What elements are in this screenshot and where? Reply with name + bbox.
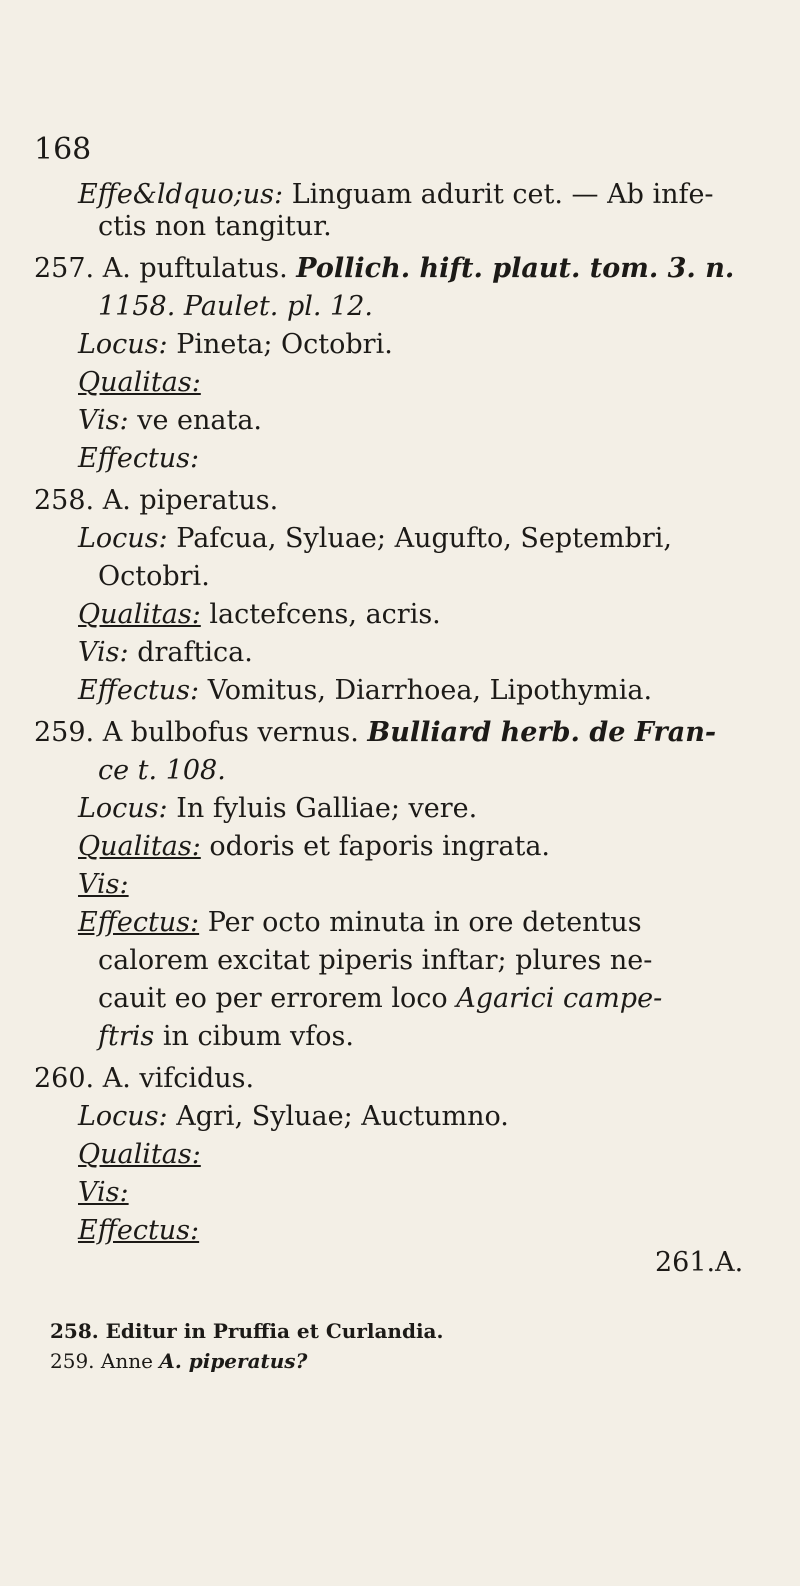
body-line — [98, 754, 226, 788]
body-text: ce t. 108. — [98, 755, 226, 786]
body-text: In fyluis Galliae; vere. — [167, 793, 478, 824]
body-text: Qualitas: — [78, 599, 201, 630]
body-text: Agarici campe- — [456, 983, 663, 1014]
body-line — [78, 442, 199, 476]
body-text: 261.A. — [655, 1247, 744, 1278]
body-text: Locus: — [78, 1101, 168, 1132]
body-text: Locus: — [78, 329, 168, 360]
body-line — [98, 290, 373, 324]
body-line — [98, 982, 662, 1016]
body-text: Qualitas: — [78, 1139, 201, 1170]
body-text: odoris et faporis ingrata. — [200, 831, 551, 862]
body-text: ctis non tangitur. — [98, 211, 332, 242]
body-text: Effectus: — [78, 907, 200, 938]
footnote-line — [50, 1318, 443, 1344]
body-line — [98, 944, 652, 978]
body-text: Vis: — [78, 637, 129, 668]
body-line — [78, 404, 262, 438]
body-text: calorem excitat piperis inftar; plures ne- — [98, 945, 653, 976]
body-line — [78, 1100, 509, 1134]
body-text: Qualitas: — [78, 367, 201, 398]
body-line — [78, 1176, 129, 1210]
body-text: Effectus: — [78, 1215, 200, 1246]
body-text: Pafcua, Syluae; Augufto, Septembri, — [167, 523, 673, 554]
body-line — [655, 1246, 743, 1280]
body-line — [34, 1062, 254, 1096]
footnote-text: 258. Editur in Pruffia et Curlandia. — [50, 1319, 444, 1343]
body-line — [98, 210, 332, 244]
body-line — [78, 366, 201, 400]
body-text: Vomitus, Diarrhoea, Lipothymia. — [199, 675, 653, 706]
footnote-text: 259. Anne — [50, 1349, 160, 1373]
body-text: ve enata. — [128, 405, 263, 436]
body-text: cauit eo per errorem loco — [98, 983, 457, 1014]
body-line — [78, 598, 441, 632]
body-line — [98, 560, 210, 594]
body-text: Effe&ldquo;us: — [78, 179, 284, 210]
footnote-line — [50, 1348, 307, 1374]
body-line — [34, 252, 734, 286]
body-line — [78, 1214, 199, 1248]
body-text: Agri, Syluae; Auctumno. — [167, 1101, 509, 1132]
body-text: Effectus: — [78, 675, 200, 706]
body-text: Qualitas: — [78, 831, 201, 862]
body-text: in cibum vfos. — [154, 1021, 354, 1052]
body-line — [78, 1138, 201, 1172]
body-text: draftica. — [128, 637, 253, 668]
body-text: 258. A. piperatus. — [34, 485, 279, 516]
body-line — [78, 178, 714, 212]
body-line — [78, 328, 393, 362]
body-line — [78, 868, 129, 902]
body-line — [78, 636, 253, 670]
body-text: Linguam adurit cet. — Ab infe- — [283, 179, 714, 210]
body-line — [34, 484, 278, 518]
body-text: ftris — [98, 1021, 155, 1052]
body-text: 260. A. vifcidus. — [34, 1063, 255, 1094]
body-text: Locus: — [78, 523, 168, 554]
body-text: Per octo minuta in ore detentus — [199, 907, 642, 938]
body-text: Bulliard herb. de Fran- — [367, 717, 717, 748]
body-line — [78, 522, 672, 556]
body-line — [34, 716, 716, 750]
body-line — [78, 830, 550, 864]
body-text: Pollich. hift. plaut. tom. 3. n. — [296, 253, 735, 284]
body-text: Locus: — [78, 793, 168, 824]
body-text: 1158. Paulet. pl. 12. — [98, 291, 373, 322]
body-text: lactefcens, acris. — [200, 599, 441, 630]
body-line — [98, 1020, 354, 1054]
body-line — [78, 792, 477, 826]
body-text: 257. A. puftulatus. — [34, 253, 297, 284]
page-number: 168 — [34, 132, 92, 167]
body-text: Vis: — [78, 869, 129, 900]
body-text: Vis: — [78, 405, 129, 436]
footnote-text: A. piperatus? — [159, 1349, 308, 1373]
body-text: Effectus: — [78, 443, 200, 474]
body-text: Octobri. — [98, 561, 210, 592]
body-line — [78, 906, 642, 940]
body-text: Pineta; Octobri. — [167, 329, 393, 360]
body-line — [78, 674, 652, 708]
body-text: 259. A bulbofus vernus. — [34, 717, 368, 748]
body-text: Vis: — [78, 1177, 129, 1208]
